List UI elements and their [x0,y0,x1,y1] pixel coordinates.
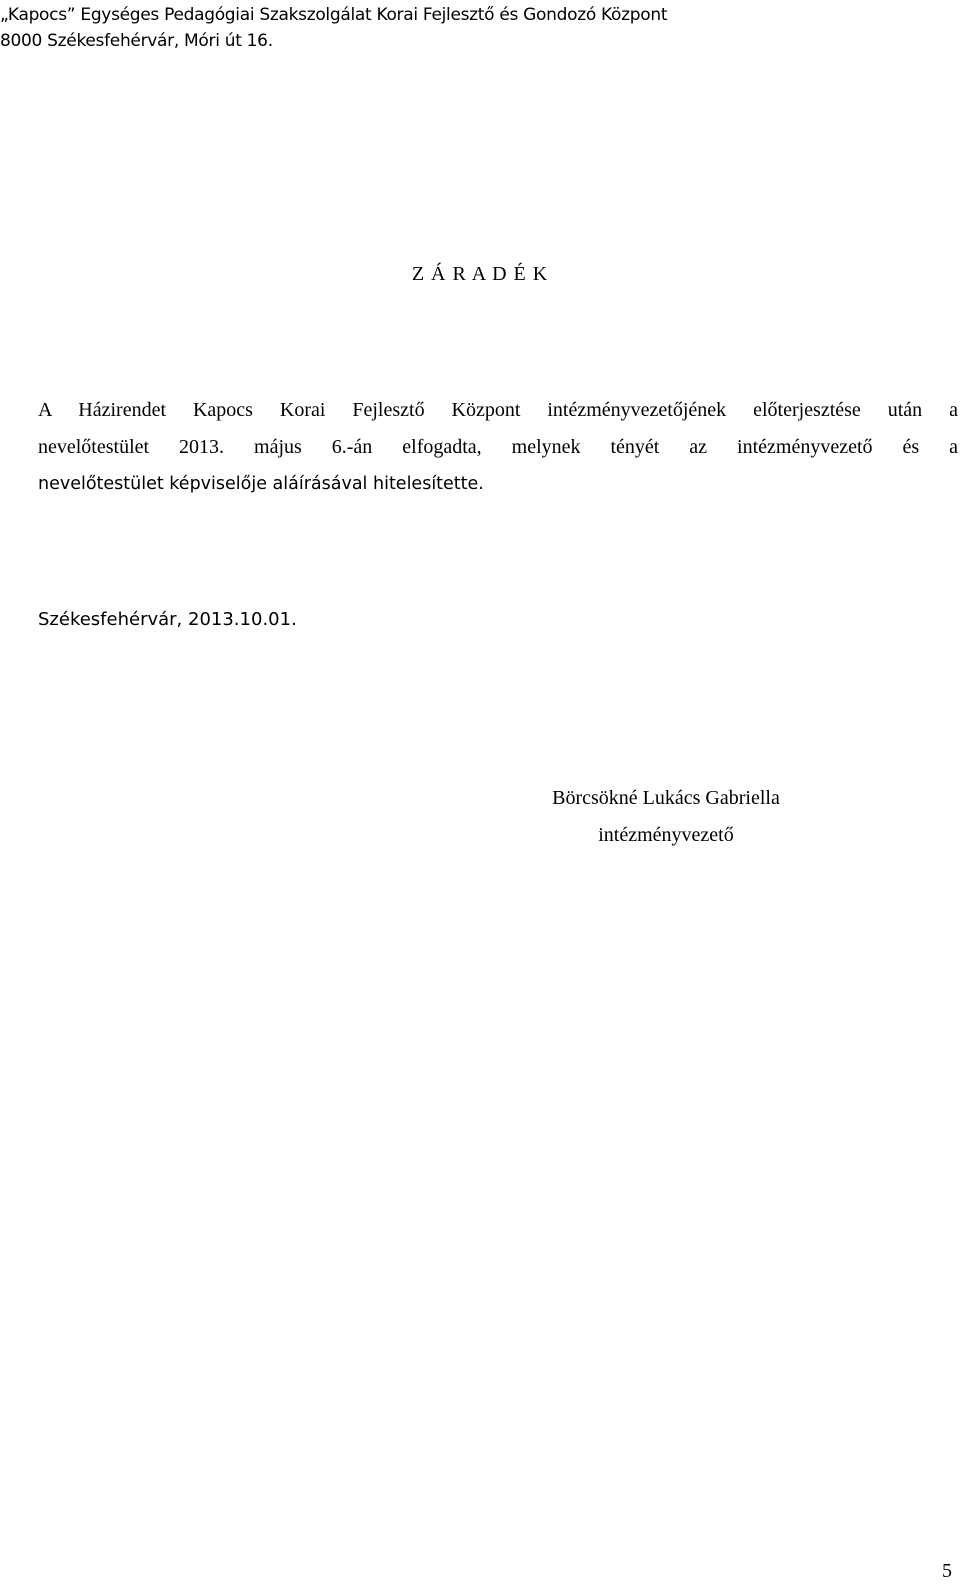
paragraph-line-2: nevelőtestület 2013. május 6.-án elfogadta, melynek tényét az intézményvezető és a [38,436,958,458]
document-header [0,2,667,54]
clause-paragraph [38,392,958,503]
paragraph-line-3: nevelőtestület képviselője aláírásával hitelesítette. [38,474,484,494]
document-title: Z Á R A D É K [411,263,549,285]
signature-block [500,780,832,854]
signatory-name: Börcsökné Lukács Gabriella [552,787,780,809]
institution-address: 8000 Székesfehérvár, Móri út 16. [0,31,273,51]
place-and-date: Székesfehérvár, 2013.10.01. [38,609,297,630]
paragraph-line-1: A Házirendet Kapocs Korai Fejlesztő Központ intézményvezetőjének előterjesztése után a [38,399,958,421]
page-number: 5 [942,1560,952,1582]
institution-name: „Kapocs” Egységes Pedagógiai Szakszolgálat Korai Fejlesztő és Gondozó Központ [0,5,668,25]
signatory-role: intézményvezető [598,824,734,846]
